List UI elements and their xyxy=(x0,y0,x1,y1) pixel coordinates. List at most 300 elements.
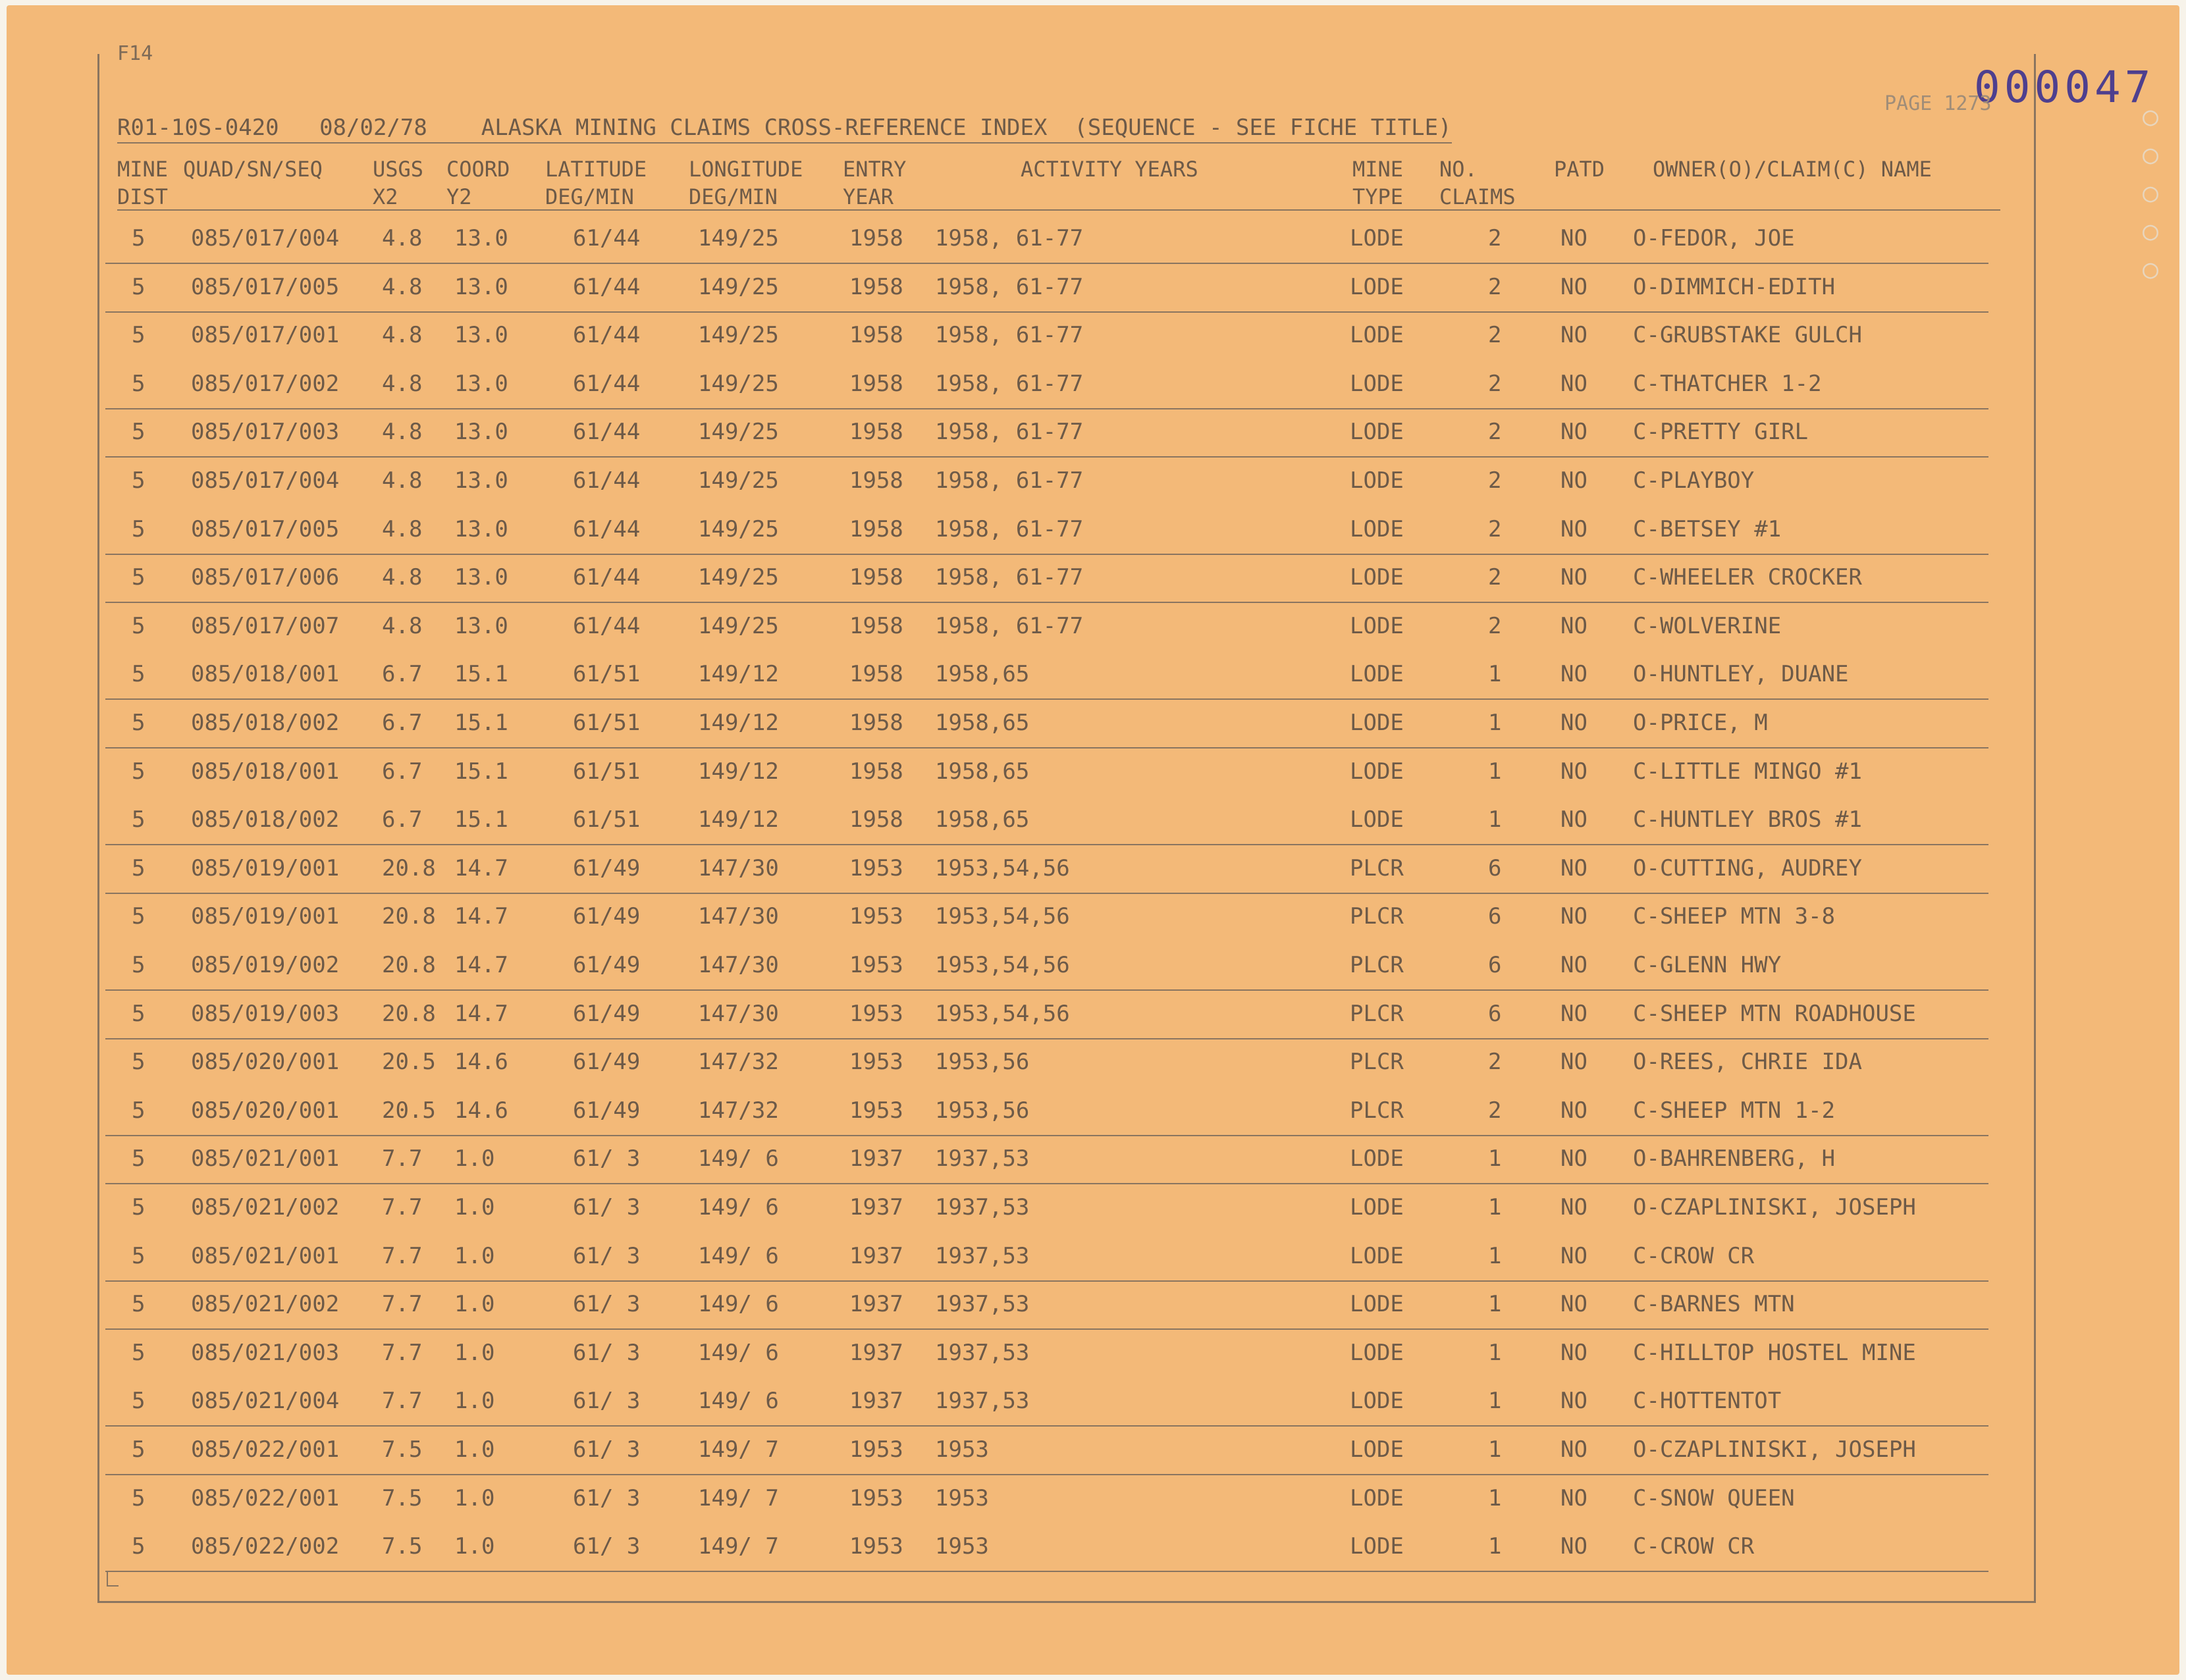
cell-claims: 6 xyxy=(1488,903,1502,930)
cell-patd: NO xyxy=(1560,1339,1587,1366)
cell-dist: 5 xyxy=(132,1145,146,1172)
cell-x2: 4.8 xyxy=(382,564,423,591)
table-row xyxy=(105,650,1988,700)
column-header-line: QUAD/SN/SEQ xyxy=(183,157,323,182)
cell-patd: NO xyxy=(1560,1291,1587,1318)
cell-dist: 5 xyxy=(132,903,146,930)
cell-type: LODE xyxy=(1350,515,1404,542)
cell-claims: 1 xyxy=(1488,1533,1502,1560)
cell-quad: 085/021/002 xyxy=(191,1194,340,1221)
cell-x2: 20.8 xyxy=(382,903,436,930)
cell-activity: 1953 xyxy=(935,1484,989,1511)
cell-lon: 149/25 xyxy=(698,564,779,591)
column-header-line: DEG/MIN xyxy=(545,184,634,209)
column-header-line: LATITUDE xyxy=(545,157,647,182)
cell-activity: 1937,53 xyxy=(935,1242,1030,1269)
cell-entry: 1958 xyxy=(849,806,903,833)
report-date: 08/02/78 xyxy=(319,115,427,141)
cell-patd: NO xyxy=(1560,1388,1587,1415)
table-row xyxy=(105,699,1988,748)
cell-quad: 085/017/005 xyxy=(191,515,340,542)
cell-entry: 1958 xyxy=(849,419,903,446)
cell-claims: 6 xyxy=(1488,1000,1502,1027)
column-header-claims xyxy=(1439,155,1516,211)
cell-patd: NO xyxy=(1560,710,1587,736)
cell-patd: NO xyxy=(1560,1484,1587,1511)
cell-dist: 5 xyxy=(132,1097,146,1124)
cell-x2: 4.8 xyxy=(382,322,423,349)
table-row xyxy=(105,748,1988,796)
cell-lon: 149/ 6 xyxy=(698,1388,779,1415)
cell-lon: 149/ 6 xyxy=(698,1145,779,1172)
cell-lon: 149/ 6 xyxy=(698,1339,779,1366)
cell-dist: 5 xyxy=(132,661,146,688)
cell-dist: 5 xyxy=(132,225,146,251)
cell-activity: 1937,53 xyxy=(935,1339,1030,1366)
cell-activity: 1953,54,56 xyxy=(935,903,1070,930)
cell-entry: 1953 xyxy=(849,1097,903,1124)
cell-lat: 61/ 3 xyxy=(573,1145,641,1172)
margin-mark: ○ xyxy=(2142,178,2159,208)
cell-name: C-WHEELER CROCKER xyxy=(1633,564,1862,591)
cell-y2: 14.6 xyxy=(454,1097,508,1124)
column-header-line: MINE xyxy=(1352,157,1404,182)
cell-lon: 149/ 7 xyxy=(698,1533,779,1560)
cell-name: O-CZAPLINISKI, JOSEPH xyxy=(1633,1436,1916,1463)
cell-entry: 1937 xyxy=(849,1388,903,1415)
corner-mark xyxy=(107,1572,119,1587)
cell-type: LODE xyxy=(1350,1484,1404,1511)
cell-activity: 1953,54,56 xyxy=(935,1000,1070,1027)
report-header xyxy=(117,115,1452,144)
cell-lon: 147/30 xyxy=(698,903,779,930)
cell-lon: 149/ 6 xyxy=(698,1194,779,1221)
cell-quad: 085/017/005 xyxy=(191,273,340,300)
cell-lat: 61/44 xyxy=(573,370,641,397)
cell-quad: 085/019/001 xyxy=(191,903,340,930)
cell-x2: 7.5 xyxy=(382,1436,423,1463)
cell-lat: 61/49 xyxy=(573,1000,641,1027)
cell-y2: 1.0 xyxy=(454,1194,495,1221)
column-header-line: X2 xyxy=(373,184,398,209)
cell-claims: 2 xyxy=(1488,370,1502,397)
cell-entry: 1953 xyxy=(849,854,903,881)
table-row xyxy=(105,360,1988,409)
table-row xyxy=(105,554,1988,603)
cell-claims: 1 xyxy=(1488,1339,1502,1366)
cell-claims: 2 xyxy=(1488,322,1502,349)
cell-activity: 1958, 61-77 xyxy=(935,322,1084,349)
cell-claims: 2 xyxy=(1488,1097,1502,1124)
cell-dist: 5 xyxy=(132,854,146,881)
cell-claims: 2 xyxy=(1488,612,1502,639)
cell-y2: 13.0 xyxy=(454,370,508,397)
cell-lat: 61/ 3 xyxy=(573,1388,641,1415)
cell-lon: 147/30 xyxy=(698,1000,779,1027)
cell-quad: 085/022/001 xyxy=(191,1436,340,1463)
cell-activity: 1953 xyxy=(935,1533,989,1560)
table-row xyxy=(105,1329,1988,1377)
cell-quad: 085/019/001 xyxy=(191,854,340,881)
cell-activity: 1937,53 xyxy=(935,1145,1030,1172)
cell-entry: 1958 xyxy=(849,225,903,251)
cell-lon: 147/30 xyxy=(698,952,779,978)
cell-dist: 5 xyxy=(132,710,146,736)
cell-x2: 7.7 xyxy=(382,1194,423,1221)
cell-lat: 61/44 xyxy=(573,273,641,300)
column-header-longitude xyxy=(689,155,803,211)
cell-x2: 4.8 xyxy=(382,370,423,397)
cell-lat: 61/ 3 xyxy=(573,1533,641,1560)
cell-type: LODE xyxy=(1350,1291,1404,1318)
cell-dist: 5 xyxy=(132,1533,146,1560)
report-title: ALASKA MINING CLAIMS CROSS-REFERENCE INDEX (SEQUENCE - SEE FICHE TITLE) xyxy=(481,115,1452,141)
cell-quad: 085/020/001 xyxy=(191,1097,340,1124)
cell-lon: 149/12 xyxy=(698,710,779,736)
cell-quad: 085/021/002 xyxy=(191,1291,340,1318)
cell-patd: NO xyxy=(1560,273,1587,300)
cell-claims: 1 xyxy=(1488,1291,1502,1318)
cell-lon: 149/25 xyxy=(698,273,779,300)
cell-claims: 1 xyxy=(1488,1436,1502,1463)
cell-name: C-SHEEP MTN ROADHOUSE xyxy=(1633,1000,1916,1027)
page-label: PAGE 1273 xyxy=(1884,92,1992,115)
cell-y2: 15.1 xyxy=(454,661,508,688)
cell-patd: NO xyxy=(1560,322,1587,349)
cell-lon: 149/25 xyxy=(698,515,779,542)
cell-type: LODE xyxy=(1350,661,1404,688)
cell-entry: 1937 xyxy=(849,1145,903,1172)
cell-lat: 61/49 xyxy=(573,952,641,978)
cell-entry: 1958 xyxy=(849,758,903,785)
cell-name: C-CROW CR xyxy=(1633,1533,1755,1560)
cell-activity: 1958, 61-77 xyxy=(935,515,1084,542)
cell-x2: 20.5 xyxy=(382,1097,436,1124)
column-header-line: DEG/MIN xyxy=(689,184,778,209)
margin-marks xyxy=(2132,97,2169,288)
cell-lat: 61/ 3 xyxy=(573,1339,641,1366)
report-id: R01-10S-0420 xyxy=(117,115,279,141)
cell-entry: 1958 xyxy=(849,710,903,736)
cell-y2: 13.0 xyxy=(454,225,508,251)
cell-claims: 1 xyxy=(1488,710,1502,736)
cell-quad: 085/021/001 xyxy=(191,1145,340,1172)
cell-patd: NO xyxy=(1560,225,1587,251)
cell-lon: 149/12 xyxy=(698,806,779,833)
cell-name: C-PLAYBOY xyxy=(1633,467,1755,494)
column-header-line: OWNER(O)/CLAIM(C) NAME xyxy=(1653,157,1932,182)
cell-name: C-CROW CR xyxy=(1633,1242,1755,1269)
cell-entry: 1937 xyxy=(849,1242,903,1269)
cell-x2: 6.7 xyxy=(382,758,423,785)
cell-name: C-HILLTOP HOSTEL MINE xyxy=(1633,1339,1916,1366)
cell-activity: 1958,65 xyxy=(935,758,1030,785)
cell-y2: 1.0 xyxy=(454,1388,495,1415)
cell-lat: 61/49 xyxy=(573,1097,641,1124)
cell-patd: NO xyxy=(1560,903,1587,930)
cell-activity: 1953 xyxy=(935,1436,989,1463)
cell-quad: 085/021/004 xyxy=(191,1388,340,1415)
table-row xyxy=(105,1038,1988,1086)
cell-lat: 61/ 3 xyxy=(573,1484,641,1511)
cell-claims: 2 xyxy=(1488,225,1502,251)
cell-x2: 6.7 xyxy=(382,661,423,688)
cell-y2: 14.7 xyxy=(454,952,508,978)
cell-dist: 5 xyxy=(132,1242,146,1269)
table-row xyxy=(105,893,1988,941)
column-header-line: USGS xyxy=(373,157,424,182)
cell-name: C-SHEEP MTN 1-2 xyxy=(1633,1097,1836,1124)
cell-y2: 1.0 xyxy=(454,1339,495,1366)
cell-y2: 13.0 xyxy=(454,467,508,494)
margin-mark: ○ xyxy=(2142,216,2159,246)
cell-lat: 61/51 xyxy=(573,758,641,785)
cell-x2: 4.8 xyxy=(382,273,423,300)
cell-lat: 61/49 xyxy=(573,854,641,881)
cell-y2: 13.0 xyxy=(454,273,508,300)
cell-x2: 4.8 xyxy=(382,419,423,446)
cell-y2: 13.0 xyxy=(454,564,508,591)
table-row xyxy=(105,457,1988,505)
cell-entry: 1953 xyxy=(849,952,903,978)
table-row xyxy=(105,796,1988,845)
cell-claims: 1 xyxy=(1488,1194,1502,1221)
table-row xyxy=(105,990,1988,1039)
cell-name: O-CUTTING, AUDREY xyxy=(1633,854,1862,881)
cell-name: C-WOLVERINE xyxy=(1633,612,1782,639)
cell-activity: 1953,54,56 xyxy=(935,854,1070,881)
cell-name: C-HOTTENTOT xyxy=(1633,1388,1782,1415)
cell-patd: NO xyxy=(1560,661,1587,688)
cell-dist: 5 xyxy=(132,467,146,494)
cell-type: LODE xyxy=(1350,467,1404,494)
cell-quad: 085/017/004 xyxy=(191,467,340,494)
table-row xyxy=(105,845,1988,894)
cell-dist: 5 xyxy=(132,1000,146,1027)
column-header-line: NO. xyxy=(1439,157,1478,182)
cell-quad: 085/022/002 xyxy=(191,1533,340,1560)
cell-lon: 149/25 xyxy=(698,225,779,251)
cell-entry: 1953 xyxy=(849,1436,903,1463)
cell-lat: 61/44 xyxy=(573,467,641,494)
cell-name: C-BETSEY #1 xyxy=(1633,515,1782,542)
column-header-line: ENTRY xyxy=(843,157,907,182)
table-row xyxy=(105,1280,1988,1330)
cell-claims: 6 xyxy=(1488,854,1502,881)
cell-entry: 1953 xyxy=(849,1000,903,1027)
cell-activity: 1958, 61-77 xyxy=(935,225,1084,251)
cell-lat: 61/49 xyxy=(573,903,641,930)
table-row xyxy=(105,408,1988,458)
cell-type: PLCR xyxy=(1350,952,1404,978)
cell-entry: 1958 xyxy=(849,661,903,688)
cell-entry: 1937 xyxy=(849,1339,903,1366)
cell-activity: 1958,65 xyxy=(935,710,1030,736)
cell-type: LODE xyxy=(1350,370,1404,397)
cell-x2: 7.7 xyxy=(382,1291,423,1318)
cell-quad: 085/019/002 xyxy=(191,952,340,978)
cell-quad: 085/018/001 xyxy=(191,758,340,785)
margin-mark: ○ xyxy=(2142,254,2159,284)
cell-activity: 1937,53 xyxy=(935,1291,1030,1318)
cell-activity: 1958, 61-77 xyxy=(935,612,1084,639)
cell-lon: 149/ 6 xyxy=(698,1242,779,1269)
cell-lat: 61/ 3 xyxy=(573,1242,641,1269)
cell-quad: 085/018/002 xyxy=(191,710,340,736)
column-header-line: TYPE xyxy=(1352,184,1404,209)
cell-type: LODE xyxy=(1350,322,1404,349)
cell-claims: 2 xyxy=(1488,273,1502,300)
cell-patd: NO xyxy=(1560,467,1587,494)
cell-patd: NO xyxy=(1560,419,1587,446)
cell-entry: 1953 xyxy=(849,1533,903,1560)
cell-x2: 20.8 xyxy=(382,952,436,978)
cell-dist: 5 xyxy=(132,273,146,300)
cell-type: LODE xyxy=(1350,1145,1404,1172)
cell-x2: 20.5 xyxy=(382,1049,436,1076)
cell-name: O-PRICE, M xyxy=(1633,710,1768,736)
cell-patd: NO xyxy=(1560,1049,1587,1076)
column-header-latitude xyxy=(545,155,647,211)
cell-activity: 1958,65 xyxy=(935,661,1030,688)
cell-name: C-GRUBSTAKE GULCH xyxy=(1633,322,1862,349)
cell-claims: 2 xyxy=(1488,467,1502,494)
table-row xyxy=(105,1232,1988,1282)
column-header-line: Y2 xyxy=(446,184,472,209)
cell-activity: 1958,65 xyxy=(935,806,1030,833)
cell-lon: 149/ 7 xyxy=(698,1436,779,1463)
cell-entry: 1937 xyxy=(849,1194,903,1221)
cell-name: C-BARNES MTN xyxy=(1633,1291,1795,1318)
cell-name: O-FEDOR, JOE xyxy=(1633,225,1795,251)
table-row xyxy=(105,215,1988,264)
cell-lon: 149/25 xyxy=(698,612,779,639)
column-header-usgs-x2 xyxy=(373,155,423,211)
cell-claims: 2 xyxy=(1488,515,1502,542)
cell-type: LODE xyxy=(1350,1533,1404,1560)
cell-activity: 1937,53 xyxy=(935,1194,1030,1221)
cell-entry: 1958 xyxy=(849,322,903,349)
cell-type: LODE xyxy=(1350,1388,1404,1415)
cell-claims: 2 xyxy=(1488,419,1502,446)
table-row xyxy=(105,602,1988,650)
column-header-line: CLAIMS xyxy=(1439,184,1516,209)
cell-name: C-GLENN HWY xyxy=(1633,952,1782,978)
header-rule xyxy=(117,209,2000,211)
cell-claims: 1 xyxy=(1488,758,1502,785)
column-header-line: ACTIVITY YEARS xyxy=(1021,157,1198,182)
column-header-entry-year xyxy=(843,155,906,211)
cell-y2: 1.0 xyxy=(454,1242,495,1269)
cell-lat: 61/ 3 xyxy=(573,1194,641,1221)
cell-y2: 15.1 xyxy=(454,758,508,785)
cell-quad: 085/021/003 xyxy=(191,1339,340,1366)
cell-patd: NO xyxy=(1560,1533,1587,1560)
cell-type: LODE xyxy=(1350,273,1404,300)
cell-y2: 13.0 xyxy=(454,419,508,446)
cell-lat: 61/ 3 xyxy=(573,1436,641,1463)
column-header-name xyxy=(1653,155,1932,183)
cell-name: O-CZAPLINISKI, JOSEPH xyxy=(1633,1194,1916,1221)
cell-y2: 15.1 xyxy=(454,710,508,736)
cell-dist: 5 xyxy=(132,564,146,591)
cell-x2: 4.8 xyxy=(382,612,423,639)
cell-lat: 61/51 xyxy=(573,710,641,736)
cell-claims: 2 xyxy=(1488,1049,1502,1076)
margin-mark: ○ xyxy=(2142,101,2159,132)
cell-dist: 5 xyxy=(132,1339,146,1366)
cell-patd: NO xyxy=(1560,1194,1587,1221)
cell-y2: 15.1 xyxy=(454,806,508,833)
cell-patd: NO xyxy=(1560,952,1587,978)
cell-y2: 14.6 xyxy=(454,1049,508,1076)
cell-name: C-HUNTLEY BROS #1 xyxy=(1633,806,1862,833)
cell-patd: NO xyxy=(1560,758,1587,785)
cell-y2: 1.0 xyxy=(454,1291,495,1318)
cell-y2: 13.0 xyxy=(454,515,508,542)
cell-name: O-DIMMICH-EDITH xyxy=(1633,273,1836,300)
cell-entry: 1958 xyxy=(849,467,903,494)
cell-lat: 61/44 xyxy=(573,612,641,639)
cell-quad: 085/020/001 xyxy=(191,1049,340,1076)
cell-lat: 61/49 xyxy=(573,1049,641,1076)
table-row xyxy=(105,1426,1988,1475)
cell-entry: 1937 xyxy=(849,1291,903,1318)
table-row xyxy=(105,1475,1988,1523)
cell-type: PLCR xyxy=(1350,1097,1404,1124)
cell-type: LODE xyxy=(1350,225,1404,251)
cell-lat: 61/ 3 xyxy=(573,1291,641,1318)
cell-name: C-SHEEP MTN 3-8 xyxy=(1633,903,1836,930)
cell-lat: 61/44 xyxy=(573,515,641,542)
cell-name: C-PRETTY GIRL xyxy=(1633,419,1809,446)
column-header-line: YEAR xyxy=(843,184,894,209)
cell-entry: 1953 xyxy=(849,903,903,930)
cell-quad: 085/018/002 xyxy=(191,806,340,833)
cell-dist: 5 xyxy=(132,419,146,446)
cell-lon: 147/32 xyxy=(698,1049,779,1076)
cell-activity: 1958, 61-77 xyxy=(935,419,1084,446)
cell-type: PLCR xyxy=(1350,903,1404,930)
margin-mark: ○ xyxy=(2142,140,2159,170)
cell-lon: 147/32 xyxy=(698,1097,779,1124)
cell-x2: 7.5 xyxy=(382,1533,423,1560)
cell-quad: 085/017/006 xyxy=(191,564,340,591)
cell-quad: 085/021/001 xyxy=(191,1242,340,1269)
cell-y2: 14.7 xyxy=(454,1000,508,1027)
cell-name: O-REES, CHRIE IDA xyxy=(1633,1049,1862,1076)
cell-claims: 1 xyxy=(1488,661,1502,688)
column-header-line: COORD xyxy=(446,157,510,182)
cell-type: PLCR xyxy=(1350,1049,1404,1076)
cell-quad: 085/019/003 xyxy=(191,1000,340,1027)
cell-y2: 1.0 xyxy=(454,1436,495,1463)
table-row xyxy=(105,506,1988,555)
cell-patd: NO xyxy=(1560,1000,1587,1027)
cell-y2: 14.7 xyxy=(454,854,508,881)
cell-dist: 5 xyxy=(132,1436,146,1463)
cell-lat: 61/44 xyxy=(573,225,641,251)
cell-activity: 1953,56 xyxy=(935,1049,1030,1076)
cell-claims: 1 xyxy=(1488,1145,1502,1172)
cell-claims: 1 xyxy=(1488,1484,1502,1511)
cell-type: LODE xyxy=(1350,612,1404,639)
cell-name: O-HUNTLEY, DUANE xyxy=(1633,661,1849,688)
cell-patd: NO xyxy=(1560,1242,1587,1269)
cell-dist: 5 xyxy=(132,515,146,542)
cell-x2: 6.7 xyxy=(382,710,423,736)
cell-dist: 5 xyxy=(132,322,146,349)
